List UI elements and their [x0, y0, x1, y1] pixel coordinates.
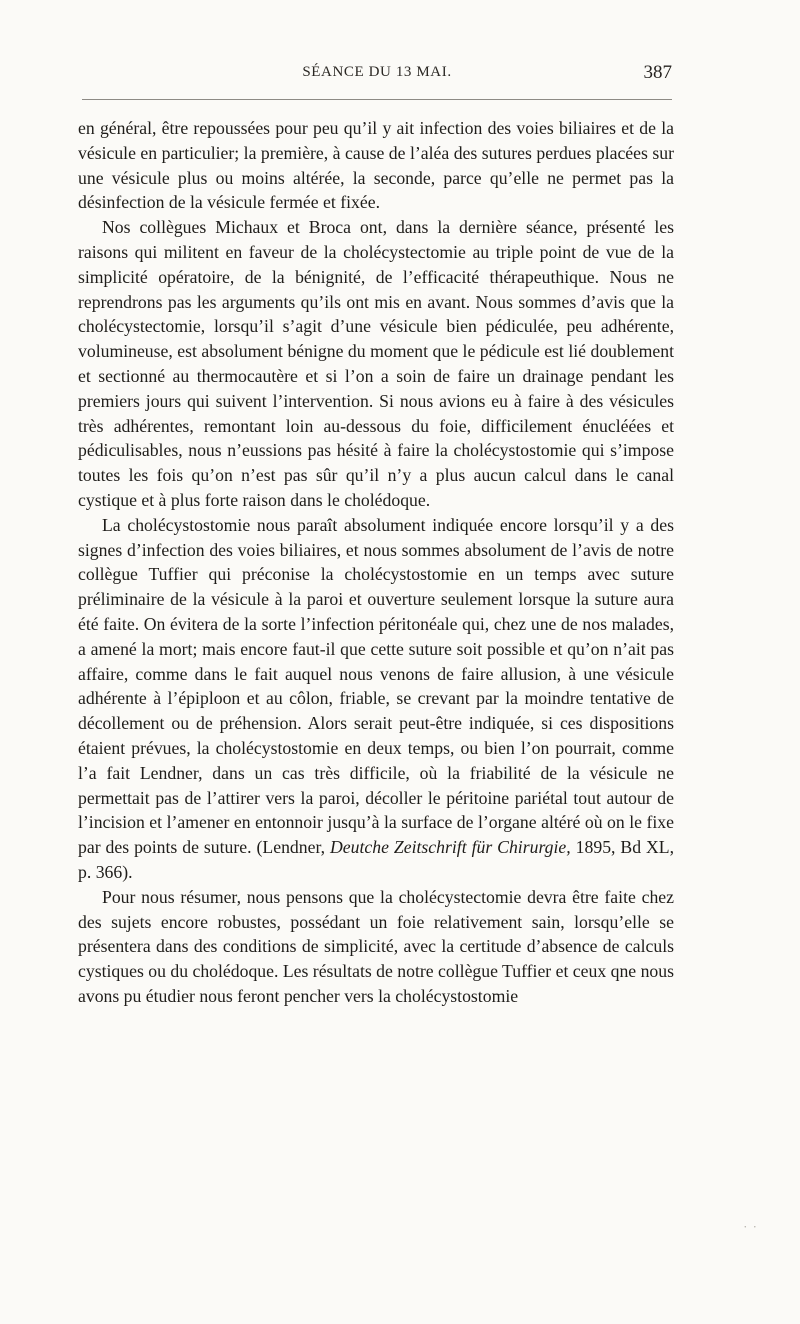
paragraph-1: en général, être repoussées pour peu qu’il y ait infection des voies biliaires et de la vésicule en particulier; la première, à cause de l’aléa des sutures perdues placées sur une vésicule plus ou moins altérée, la seconde, parce qu’elle ne permet pas la désinfection de la vésicule fermée et fixée.	[78, 118, 674, 213]
paragraph-3	[78, 513, 674, 885]
paragraph-3-main-text: La cholécystostomie nous paraît absolument indiquée encore lorsqu’il y a des signes d’infection des voies biliaires, et nous sommes absolument de l’avis de notre collègue Tuffier qui préconise la cholécystostomie en un temps avec suture préliminaire de la vésicule à la paroi et ouverture seulement lorsque la suture aura été faite. On évitera de la sorte l’infection péritonéale qui, chez une de nos malades, a amené la mort; mais encore faut-il que cette suture soit possible et qu’on n’ait pas affaire, comme dans le fait auquel nous venons de faire allusion, à une vésicule adhérente à l’épiploon et au côlon, friable, se crevant par la moindre tentative de décollement ou de préhension. Alors serait peut-être indiquée, si ces dispositions étaient prévues, la cholécystostomie en deux temps, ou bien l’on pourrait, comme l’a fait Lendner, dans un cas très difficile, où la friabilité de la vésicule ne permettait pas de l’attirer vers la paroi, décoller le péritoine pariétal tout autour de l’incision et l’amener en entonnoir jusqu’à la surface de l’organe altéré où on le fixe par des points de suture. (Lendner,	[78, 514, 674, 858]
page-header	[82, 64, 672, 90]
header-rule	[82, 99, 672, 100]
margin-speck: · ·	[743, 1219, 758, 1234]
paragraph-2: Nos collègues Michaux et Broca ont, dans la dernière séance, présenté les raisons qui militent en faveur de la cholécystectomie au triple point de vue de la simplicité opératoire, de la bénignité, de l’efficacité thérapeuthique. Nous ne reprendrons pas les arguments qu’ils ont mis en avant. Nous sommes d’avis que la cholécystectomie, lorsqu’il s’agit d’une vésicule bien pédiculée, peu adhérente, volumineuse, est absolument bénigne du moment que le pédicule est lié doublement et sectionné au thermocautère et si l’on a soin de faire un drainage pendant les premiers jours qui suivent l’intervention. Si nous avions eu à faire à des vésicules très adhérentes, remontant loin au-dessous du foie, difficilement énucléées et pédiculisables, nous n’eussions pas hésité à faire la cholécystostomie qui s’impose toutes les fois qu’on n’est pas sûr qu’il n’y a plus aucun calcul dans le canal cystique et à plus forte raison dans le cholédoque.	[78, 217, 674, 510]
paragraph-4: Pour nous résumer, nous pensons que la cholécystectomie devra être faite chez des sujets encore robustes, possédant un foie relativement sain, lorsqu’elle se présentera dans des conditions de simplicité, avec la certitude d’absence de calculs cystiques ou du cholédoque. Les résultats de notre collègue Tuffier et ceux qne nous avons pu étudier nous feront pencher vers la cholécystostomie	[78, 886, 674, 1006]
citation-details: 1895, Bd XL, p. 366).	[78, 837, 675, 882]
page-body	[78, 116, 674, 1009]
journal-title: Deutche Zeitschrift für Chirurgie,	[330, 837, 571, 858]
page-number: 387	[643, 62, 672, 83]
running-head: SÉANCE DU 13 MAI.	[302, 64, 452, 80]
